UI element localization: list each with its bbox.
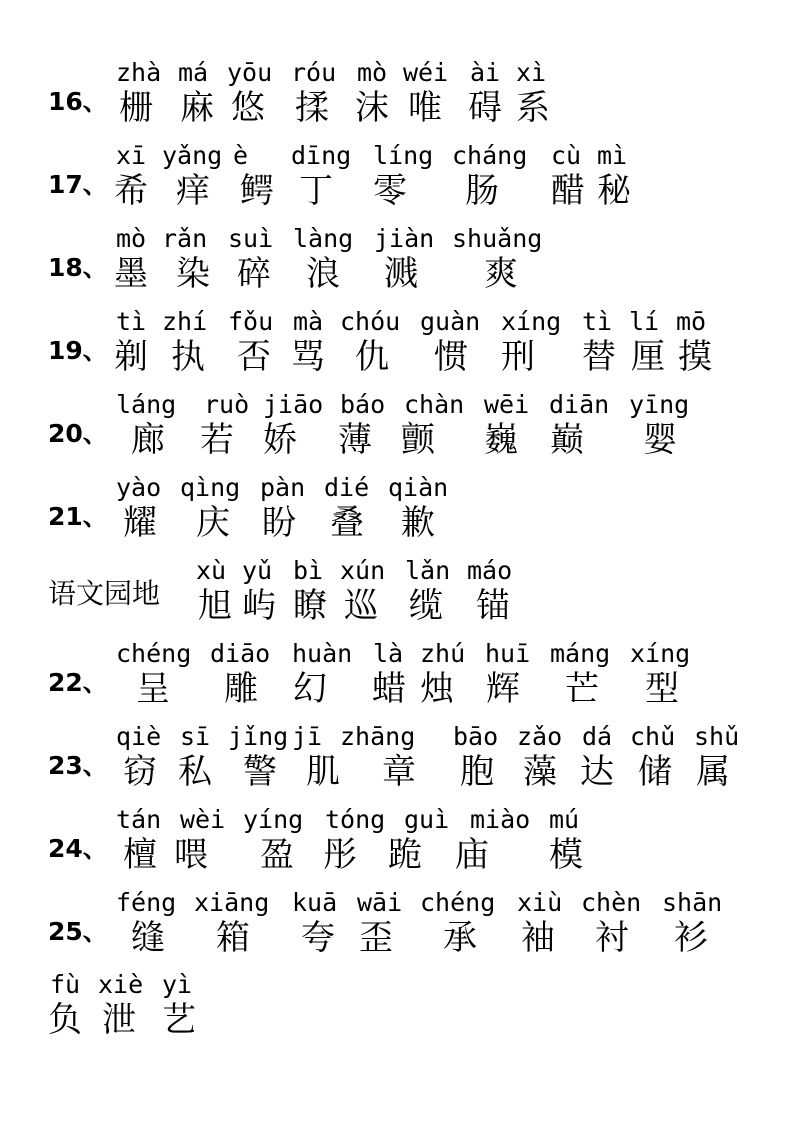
lesson-label: 语文园地: [48, 577, 161, 610]
hanzi-character: 叠: [330, 503, 364, 543]
hanzi-character: 系: [516, 88, 550, 128]
hanzi-character: 醋: [551, 171, 585, 211]
pinyin-syllable: zhà: [116, 58, 162, 87]
hanzi-character: 仇: [355, 337, 389, 377]
hanzi-character: 瞭: [293, 586, 327, 626]
hanzi-character: 麻: [180, 88, 214, 128]
pinyin-syllable: cù: [551, 141, 582, 170]
pinyin-syllable: zǎo: [517, 722, 563, 751]
hanzi-character: 芒: [565, 669, 599, 709]
pinyin-syllable: dá: [582, 722, 613, 751]
pinyin-syllable: xì: [516, 58, 547, 87]
hanzi-character: 模: [549, 835, 583, 875]
character-line: [0, 495, 794, 543]
character-line: [0, 827, 794, 875]
vocab-row: [0, 639, 794, 719]
pinyin-syllable: mò: [116, 224, 147, 253]
pinyin-syllable: ài: [470, 58, 501, 87]
vocab-row: [0, 141, 794, 221]
lesson-label: 22、: [48, 668, 108, 697]
vocab-row: [0, 888, 794, 968]
hanzi-character: 秘: [597, 171, 631, 211]
pinyin-syllable: zhāng: [340, 722, 416, 751]
hanzi-character: 否: [237, 337, 271, 377]
hanzi-character: 庙: [455, 835, 489, 875]
pinyin-syllable: wāi: [357, 888, 403, 917]
lesson-label: 21、: [48, 502, 108, 531]
pinyin-syllable: máng: [550, 639, 611, 668]
character-line: [0, 80, 794, 128]
pinyin-syllable: jǐng: [228, 722, 289, 751]
pinyin-syllable: yīng: [629, 390, 690, 419]
hanzi-character: 替: [582, 337, 616, 377]
pinyin-syllable: chèn: [581, 888, 642, 917]
hanzi-character: 墨: [114, 254, 148, 294]
lesson-label: 17、: [48, 170, 108, 199]
pinyin-syllable: bì: [293, 556, 324, 585]
hanzi-character: 艺: [162, 1000, 196, 1040]
hanzi-character: 盈: [260, 835, 294, 875]
pinyin-syllable: xiù: [517, 888, 563, 917]
hanzi-character: 盼: [262, 503, 296, 543]
vocab-row: [0, 473, 794, 553]
character-line: [0, 163, 794, 211]
hanzi-character: 警: [243, 752, 277, 792]
pinyin-syllable: shān: [662, 888, 723, 917]
pinyin-syllable: fù: [50, 970, 81, 999]
hanzi-character: 夸: [301, 918, 335, 958]
hanzi-character: 染: [176, 254, 210, 294]
pinyin-syllable: lí: [629, 307, 660, 336]
hanzi-character: 达: [580, 752, 614, 792]
pinyin-syllable: qiàn: [388, 473, 449, 502]
pinyin-syllable: shǔ: [694, 722, 740, 751]
pinyin-syllable: tì: [582, 307, 613, 336]
hanzi-character: 栅: [119, 88, 153, 128]
hanzi-character: 胞: [460, 752, 494, 792]
pinyin-syllable: xī: [116, 141, 147, 170]
hanzi-character: 肌: [306, 752, 340, 792]
character-line: [0, 329, 794, 377]
hanzi-character: 刑: [501, 337, 535, 377]
vocab-row: [0, 805, 794, 885]
lesson-label: 20、: [48, 419, 108, 448]
hanzi-character: 旭: [198, 586, 232, 626]
hanzi-character: 雕: [224, 669, 258, 709]
pinyin-syllable: kuā: [292, 888, 338, 917]
hanzi-character: 私: [178, 752, 212, 792]
pinyin-syllable: yǔ: [242, 556, 273, 585]
hanzi-character: 缝: [131, 918, 165, 958]
pinyin-syllable: chǔ: [630, 722, 676, 751]
hanzi-character: 惯: [434, 337, 468, 377]
hanzi-character: 庆: [196, 503, 230, 543]
pinyin-syllable: làng: [293, 224, 354, 253]
hanzi-character: 蜡: [372, 669, 406, 709]
hanzi-character: 彤: [323, 835, 357, 875]
character-line: [0, 744, 794, 792]
vocab-row: [0, 722, 794, 802]
pinyin-syllable: xù: [196, 556, 227, 585]
pinyin-syllable: suì: [228, 224, 274, 253]
pinyin-syllable: má: [178, 58, 209, 87]
hanzi-character: 耀: [123, 503, 157, 543]
hanzi-character: 碎: [237, 254, 271, 294]
hanzi-character: 沫: [355, 88, 389, 128]
pinyin-syllable: máo: [467, 556, 513, 585]
pinyin-syllable: láng: [116, 390, 177, 419]
pinyin-syllable: jī: [292, 722, 323, 751]
vocab-row: [0, 390, 794, 470]
hanzi-character: 骂: [291, 337, 325, 377]
pinyin-syllable: yì: [162, 970, 193, 999]
pinyin-syllable: wèi: [180, 805, 226, 834]
hanzi-character: 丁: [299, 171, 333, 211]
hanzi-character: 辉: [486, 669, 520, 709]
hanzi-character: 执: [171, 337, 205, 377]
lesson-label: 18、: [48, 253, 108, 282]
hanzi-character: 娇: [263, 420, 297, 460]
hanzi-character: 肠: [465, 171, 499, 211]
pinyin-syllable: féng: [116, 888, 177, 917]
pinyin-syllable: guàn: [420, 307, 481, 336]
lesson-label: 24、: [48, 834, 108, 863]
hanzi-character: 属: [696, 752, 730, 792]
hanzi-character: 揉: [295, 88, 329, 128]
pinyin-syllable: chóu: [340, 307, 401, 336]
pinyin-syllable: mà: [293, 307, 324, 336]
pinyin-syllable: chàn: [404, 390, 465, 419]
pinyin-syllable: cháng: [452, 141, 528, 170]
pinyin-syllable: chéng: [420, 888, 496, 917]
pinyin-syllable: xíng: [630, 639, 691, 668]
character-line: [0, 910, 794, 958]
hanzi-character: 窃: [123, 752, 157, 792]
pinyin-syllable: yōu: [227, 58, 273, 87]
pinyin-syllable: xiāng: [194, 888, 270, 917]
pinyin-syllable: huàn: [292, 639, 353, 668]
hanzi-character: 喂: [174, 835, 208, 875]
pinyin-syllable: zhú: [420, 639, 466, 668]
pinyin-syllable: fǒu: [228, 307, 274, 336]
hanzi-character: 薄: [338, 420, 372, 460]
hanzi-character: 檀: [123, 835, 157, 875]
hanzi-character: 摸: [678, 337, 712, 377]
pinyin-syllable: xíng: [501, 307, 562, 336]
pinyin-syllable: yǎng: [162, 141, 223, 170]
hanzi-character: 溅: [384, 254, 418, 294]
hanzi-character: 型: [645, 669, 679, 709]
lesson-label: 19、: [48, 336, 108, 365]
pinyin-syllable: mō: [676, 307, 707, 336]
pinyin-syllable: xún: [340, 556, 386, 585]
pinyin-syllable: chéng: [116, 639, 192, 668]
hanzi-character: 歉: [401, 503, 435, 543]
pinyin-syllable: wéi: [403, 58, 449, 87]
vocab-row: [0, 224, 794, 304]
hanzi-character: 章: [382, 752, 416, 792]
hanzi-character: 鳄: [240, 171, 274, 211]
hanzi-character: 幻: [293, 669, 327, 709]
pinyin-syllable: huī: [485, 639, 531, 668]
hanzi-character: 歪: [359, 918, 393, 958]
vocab-row: [0, 556, 794, 636]
pinyin-syllable: mò: [357, 58, 388, 87]
pinyin-syllable: líng: [373, 141, 434, 170]
pinyin-syllable: dié: [324, 473, 370, 502]
pinyin-syllable: sī: [180, 722, 211, 751]
pinyin-syllable: rǎn: [162, 224, 208, 253]
hanzi-character: 廊: [131, 420, 165, 460]
lesson-label: 25、: [48, 917, 108, 946]
pinyin-syllable: yào: [116, 473, 162, 502]
pinyin-syllable: miào: [470, 805, 531, 834]
pinyin-syllable: xiè: [98, 970, 144, 999]
vocab-row: [0, 58, 794, 138]
pinyin-syllable: dīng: [291, 141, 352, 170]
vocab-row: [0, 970, 794, 1050]
hanzi-character: 颤: [401, 420, 435, 460]
character-line: [0, 578, 794, 626]
hanzi-character: 希: [114, 171, 148, 211]
hanzi-character: 跪: [388, 835, 422, 875]
pinyin-syllable: è: [233, 141, 249, 170]
pinyin-syllable: mú: [549, 805, 580, 834]
pinyin-syllable: qiè: [116, 722, 162, 751]
hanzi-character: 衫: [674, 918, 708, 958]
hanzi-character: 痒: [176, 171, 210, 211]
hanzi-character: 巅: [550, 420, 584, 460]
hanzi-character: 烛: [420, 669, 454, 709]
hanzi-character: 泄: [102, 1000, 136, 1040]
hanzi-character: 袖: [521, 918, 555, 958]
pinyin-syllable: jiāo: [263, 390, 324, 419]
hanzi-character: 婴: [643, 420, 677, 460]
pinyin-syllable: tì: [116, 307, 147, 336]
hanzi-character: 剃: [114, 337, 148, 377]
pinyin-syllable: ruò: [204, 390, 250, 419]
hanzi-character: 若: [200, 420, 234, 460]
hanzi-character: 藻: [523, 752, 557, 792]
pinyin-syllable: là: [373, 639, 404, 668]
hanzi-character: 悠: [231, 88, 265, 128]
lesson-label: 23、: [48, 751, 108, 780]
hanzi-character: 屿: [242, 586, 276, 626]
pinyin-syllable: jiàn: [374, 224, 435, 253]
pinyin-syllable: guì: [404, 805, 450, 834]
hanzi-character: 锚: [476, 586, 510, 626]
vocab-row: [0, 307, 794, 387]
pinyin-syllable: mì: [597, 141, 628, 170]
hanzi-character: 衬: [595, 918, 629, 958]
pinyin-syllable: tóng: [325, 805, 386, 834]
hanzi-character: 巡: [344, 586, 378, 626]
pinyin-syllable: zhí: [162, 307, 208, 336]
hanzi-character: 呈: [136, 669, 170, 709]
hanzi-character: 箱: [216, 918, 250, 958]
pinyin-syllable: diāo: [210, 639, 271, 668]
pinyin-syllable: yíng: [243, 805, 304, 834]
hanzi-character: 承: [443, 918, 477, 958]
pinyin-syllable: diān: [549, 390, 610, 419]
hanzi-character: 储: [638, 752, 672, 792]
hanzi-character: 唯: [408, 88, 442, 128]
pinyin-syllable: róu: [291, 58, 337, 87]
hanzi-character: 巍: [484, 420, 518, 460]
pinyin-syllable: qìng: [180, 473, 241, 502]
hanzi-character: 负: [48, 1000, 82, 1040]
pinyin-syllable: tán: [116, 805, 162, 834]
pinyin-syllable: shuǎng: [452, 224, 543, 253]
hanzi-character: 零: [373, 171, 407, 211]
character-line: [0, 661, 794, 709]
hanzi-character: 浪: [306, 254, 340, 294]
hanzi-character: 爽: [484, 254, 518, 294]
hanzi-character: 碍: [468, 88, 502, 128]
hanzi-character: 厘: [631, 337, 665, 377]
character-line: [0, 412, 794, 460]
pinyin-syllable: wēi: [484, 390, 530, 419]
character-line: [0, 246, 794, 294]
pinyin-syllable: lǎn: [405, 556, 451, 585]
pinyin-syllable: báo: [340, 390, 386, 419]
lesson-label: 16、: [48, 87, 108, 116]
pinyin-syllable: bāo: [453, 722, 499, 751]
character-line: [0, 992, 794, 1040]
hanzi-character: 缆: [409, 586, 443, 626]
pinyin-syllable: pàn: [260, 473, 306, 502]
